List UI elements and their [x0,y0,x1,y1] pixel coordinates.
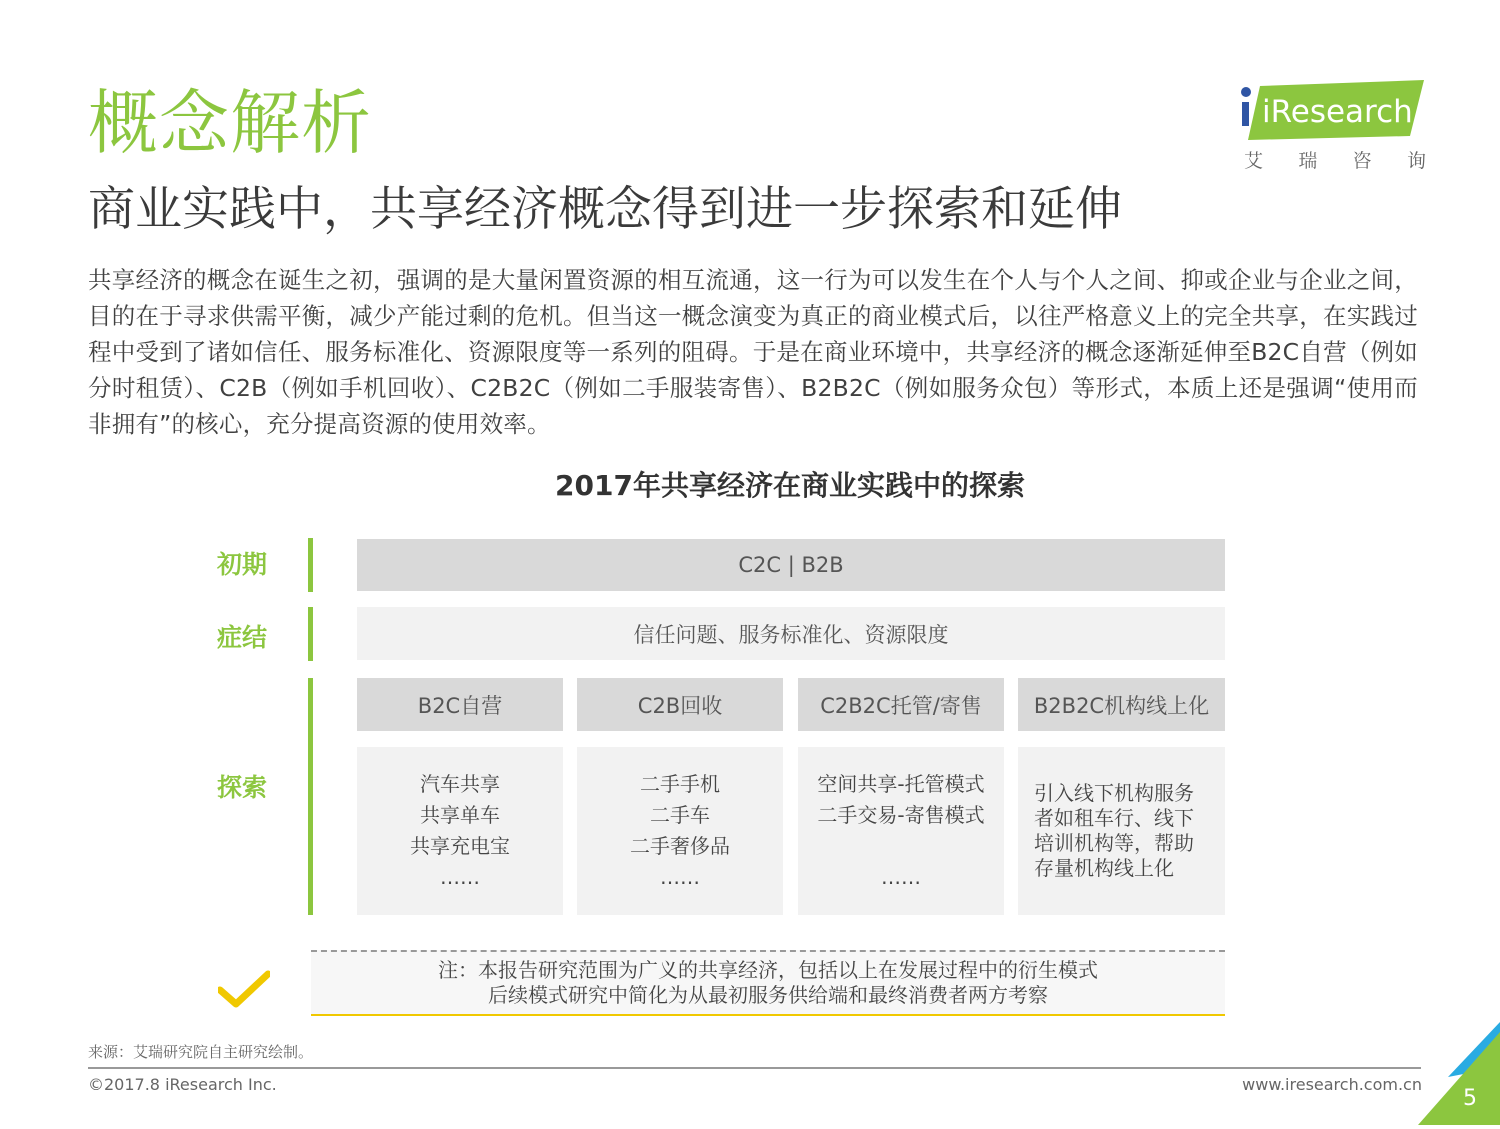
logo-char: 咨 [1352,150,1372,172]
explore-column-body [577,747,783,915]
logo-char: 询 [1406,150,1426,172]
list-item: 二手车 [650,803,710,827]
list-item: 者如租车行、线下 [1034,806,1194,830]
logo-badge-icon [1238,78,1428,148]
list-item: 二手交易-寄售模式 [817,803,985,827]
stage-problem-box: 信任问题、服务标准化、资源限度 [357,607,1225,660]
list-item: …… [440,865,480,889]
check-icon [218,970,270,1010]
list-item: …… [660,865,700,889]
logo-chinese-name [1244,146,1430,173]
website-link[interactable]: www.iresearch.com.cn [1242,1075,1422,1094]
list-item: 二手手机 [640,772,720,796]
list-item: 引入线下机构服务 [1034,781,1194,805]
stage-initial-box: C2C | B2B [357,539,1225,591]
stage-divider [308,678,313,915]
stage-divider [308,607,313,661]
page-title: 概念解析 [88,82,372,164]
source-note: 来源：艾瑞研究院自主研究绘制。 [88,1043,314,1061]
diagram-title: 2017年共享经济在商业实践中的探索 [555,469,1025,502]
logo-char: 瑞 [1298,150,1318,172]
note-line: 后续模式研究中简化为从最初服务供给端和最终消费者两方考察 [488,983,1048,1007]
explore-column-body [1018,747,1225,915]
list-item: 共享单车 [420,803,500,827]
explore-column-header: B2C自营 [357,678,563,731]
list-item: …… [881,865,921,889]
stage-label-problem: 症结 [216,623,267,652]
footer-divider [88,1067,1421,1069]
list-item: 共享充电宝 [410,834,510,858]
copyright: ©2017.8 iResearch Inc. [88,1075,277,1094]
list-item: 存量机构线上化 [1034,856,1174,880]
explore-column-body [357,747,563,915]
stage-label-explore: 探索 [216,773,267,802]
explore-column-body [798,747,1004,915]
explore-column-header: B2B2C机构线上化 [1018,678,1225,731]
stage-label-initial: 初期 [216,550,267,579]
note-box [311,950,1225,1016]
page-number: 5 [1463,1086,1477,1111]
list-item: 二手奢侈品 [630,834,730,858]
logo-char: 艾 [1244,150,1264,172]
stage-divider [308,538,313,592]
note-line: 注：本报告研究范围为广义的共享经济，包括以上在发展过程中的衍生模式 [438,958,1098,982]
explore-column-header: C2B回收 [577,678,783,731]
intro-paragraph: 共享经济的概念在诞生之初，强调的是大量闲置资源的相互流通，这一行为可以发生在个人与个人之间、抑或企业与企业之间，目的在于寻求供需平衡，减少产能过剩的危机。但当这一概念演变为真正的商业模式后，以往严格意义上的完全共享，在实践过程中受到了诸如信任、服务标准化、资源限度等一系列的阻碍。于是在商业环境中，共享经济的概念逐渐延伸至B2C自营（例如分时租赁）、C2B（例如手机回收）、C2B2C（例如二手服装寄售）、B2B2C（例如服务众包）等形式，本质上还是强调“使用而非拥有”的核心，充分提高资源的使用效率。 [88,266,1418,438]
list-item: 空间共享-托管模式 [817,772,985,796]
logo-brand-text: iResearch [1262,94,1413,130]
list-item: 汽车共享 [420,772,500,796]
page-subtitle: 商业实践中，共享经济概念得到进一步探索和延伸 [88,182,1122,237]
list-item: 培训机构等，帮助 [1034,831,1194,855]
explore-column-header: C2B2C托管/寄售 [798,678,1004,731]
